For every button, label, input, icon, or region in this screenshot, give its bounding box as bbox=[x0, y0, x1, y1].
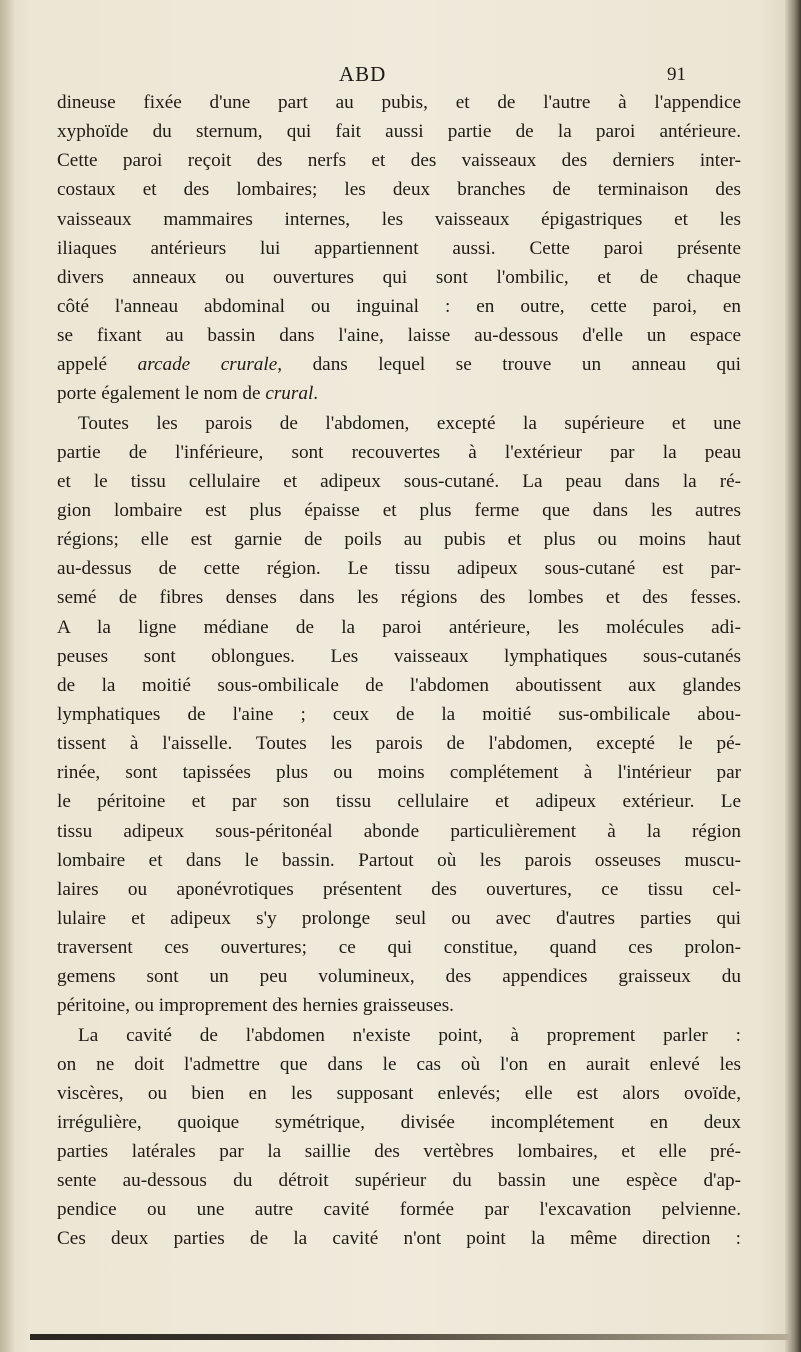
text-line: dineuse fixée d'une part au pubis, et de l'autre à l'appendice bbox=[57, 92, 741, 113]
text-line: viscères, ou bien en les supposant enlevés; elle est alors ovoïde, bbox=[57, 1082, 741, 1104]
text-line bbox=[57, 350, 741, 379]
text-line: tissu adipeux sous-péritonéal abonde particulièrement à la région bbox=[57, 820, 741, 842]
text-line: La cavité de l'abdomen n'existe point, à proprement parler : bbox=[78, 1024, 741, 1046]
text-line: Cette paroi reçoit des nerfs et des vaisseaux des derniers inter- bbox=[57, 150, 741, 172]
text-segment: , dans lequel se trouve un anneau qui bbox=[277, 354, 741, 376]
text-line: sente au-dessous du détroit supérieur du bassin une espèce d'ap- bbox=[57, 1170, 741, 1192]
text-line: semé de fibres denses dans les régions des lombes et des fesses. bbox=[57, 587, 741, 609]
text-line: lulaire et adipeux s'y prolonge seul ou avec d'autres parties qui bbox=[57, 907, 741, 929]
page-left-edge bbox=[0, 0, 14, 1352]
text-line: laires ou aponévrotiques présentent des ouvertures, ce tissu cel- bbox=[57, 878, 741, 900]
text-line: irrégulière, quoique symétrique, divisée incomplétement en deux bbox=[57, 1111, 741, 1133]
text-line: pendice ou une autre cavité formée par l'excavation pelvienne. bbox=[57, 1199, 741, 1221]
text-line: peuses sont oblongues. Les vaisseaux lymphatiques sous-cutanés bbox=[57, 645, 741, 667]
text-line: le péritoine et par son tissu cellulaire et adipeux extérieur. Le bbox=[57, 791, 741, 813]
text-line: régions; elle est garnie de poils au pubis et plus ou moins haut bbox=[57, 529, 741, 551]
text-line: lombaire et dans le bassin. Partout où les parois osseuses muscu- bbox=[57, 849, 741, 871]
bottom-rule bbox=[30, 1334, 790, 1340]
italic-term: crural bbox=[265, 383, 314, 405]
page-number: 91 bbox=[667, 64, 686, 85]
text-line: lymphatiques de l'aine ; ceux de la moitié sus-ombilicale abou- bbox=[57, 703, 741, 725]
text-segment: . bbox=[313, 383, 319, 405]
page-binding-edge bbox=[785, 0, 801, 1352]
text-line bbox=[57, 379, 741, 408]
text-line: péritoine, ou improprement des hernies graisseuses. bbox=[57, 995, 454, 1017]
body-text bbox=[57, 88, 741, 1254]
text-line: traversent ces ouvertures; ce qui constitue, quand ces prolon- bbox=[57, 937, 741, 959]
text-line: Ces deux parties de la cavité n'ont point la même direction : bbox=[57, 1228, 741, 1250]
text-line: côté l'anneau abdominal ou inguinal : en outre, cette paroi, en bbox=[57, 295, 741, 317]
text-line: tissent à l'aisselle. Toutes les parois de l'abdomen, excepté le pé- bbox=[57, 733, 741, 755]
text-line: de la moitié sous-ombilicale de l'abdomen aboutissent aux glandes bbox=[57, 674, 741, 696]
text-line: se fixant au bassin dans l'aine, laisse au-dessous d'elle un espace bbox=[57, 325, 741, 347]
text-line: et le tissu cellulaire et adipeux sous-cutané. La peau dans la ré- bbox=[57, 470, 741, 492]
text-line: Toutes les parois de l'abdomen, excepté la supérieure et une bbox=[78, 412, 741, 434]
text-line: xyphoïde du sternum, qui fait aussi partie de la paroi antérieure. bbox=[57, 121, 741, 143]
text-line: gemens sont un peu volumineux, des appendices graisseux du bbox=[57, 966, 741, 988]
text-line: iliaques antérieurs lui appartiennent aussi. Cette paroi présente bbox=[57, 237, 741, 259]
text-line: parties latérales par la saillie des vertèbres lombaires, et elle pré- bbox=[57, 1141, 741, 1163]
text-line: divers anneaux ou ouvertures qui sont l'ombilic, et de chaque bbox=[57, 266, 741, 288]
text-line: au-dessus de cette région. Le tissu adipeux sous-cutané est par- bbox=[57, 558, 741, 580]
text-segment: appelé bbox=[57, 354, 138, 376]
text-line: on ne doit l'admettre que dans le cas où l'on en aurait enlevé les bbox=[57, 1053, 741, 1075]
text-segment: porte également le nom de bbox=[57, 383, 266, 405]
text-line: A la ligne médiane de la paroi antérieure, les molécules adi- bbox=[57, 616, 741, 638]
text-line: gion lombaire est plus épaisse et plus ferme que dans les autres bbox=[57, 499, 741, 521]
text-line: costaux et des lombaires; les deux branches de terminaison des bbox=[57, 179, 741, 201]
text-line: rinée, sont tapissées plus ou moins complétement à l'intérieur par bbox=[57, 762, 741, 784]
text-line: partie de l'inférieure, sont recouvertes à l'extérieur par la peau bbox=[57, 441, 741, 463]
running-head-title: ABD bbox=[339, 62, 387, 86]
text-line: vaisseaux mammaires internes, les vaisseaux épigastriques et les bbox=[57, 208, 741, 230]
italic-term: arcade crurale bbox=[137, 354, 278, 376]
